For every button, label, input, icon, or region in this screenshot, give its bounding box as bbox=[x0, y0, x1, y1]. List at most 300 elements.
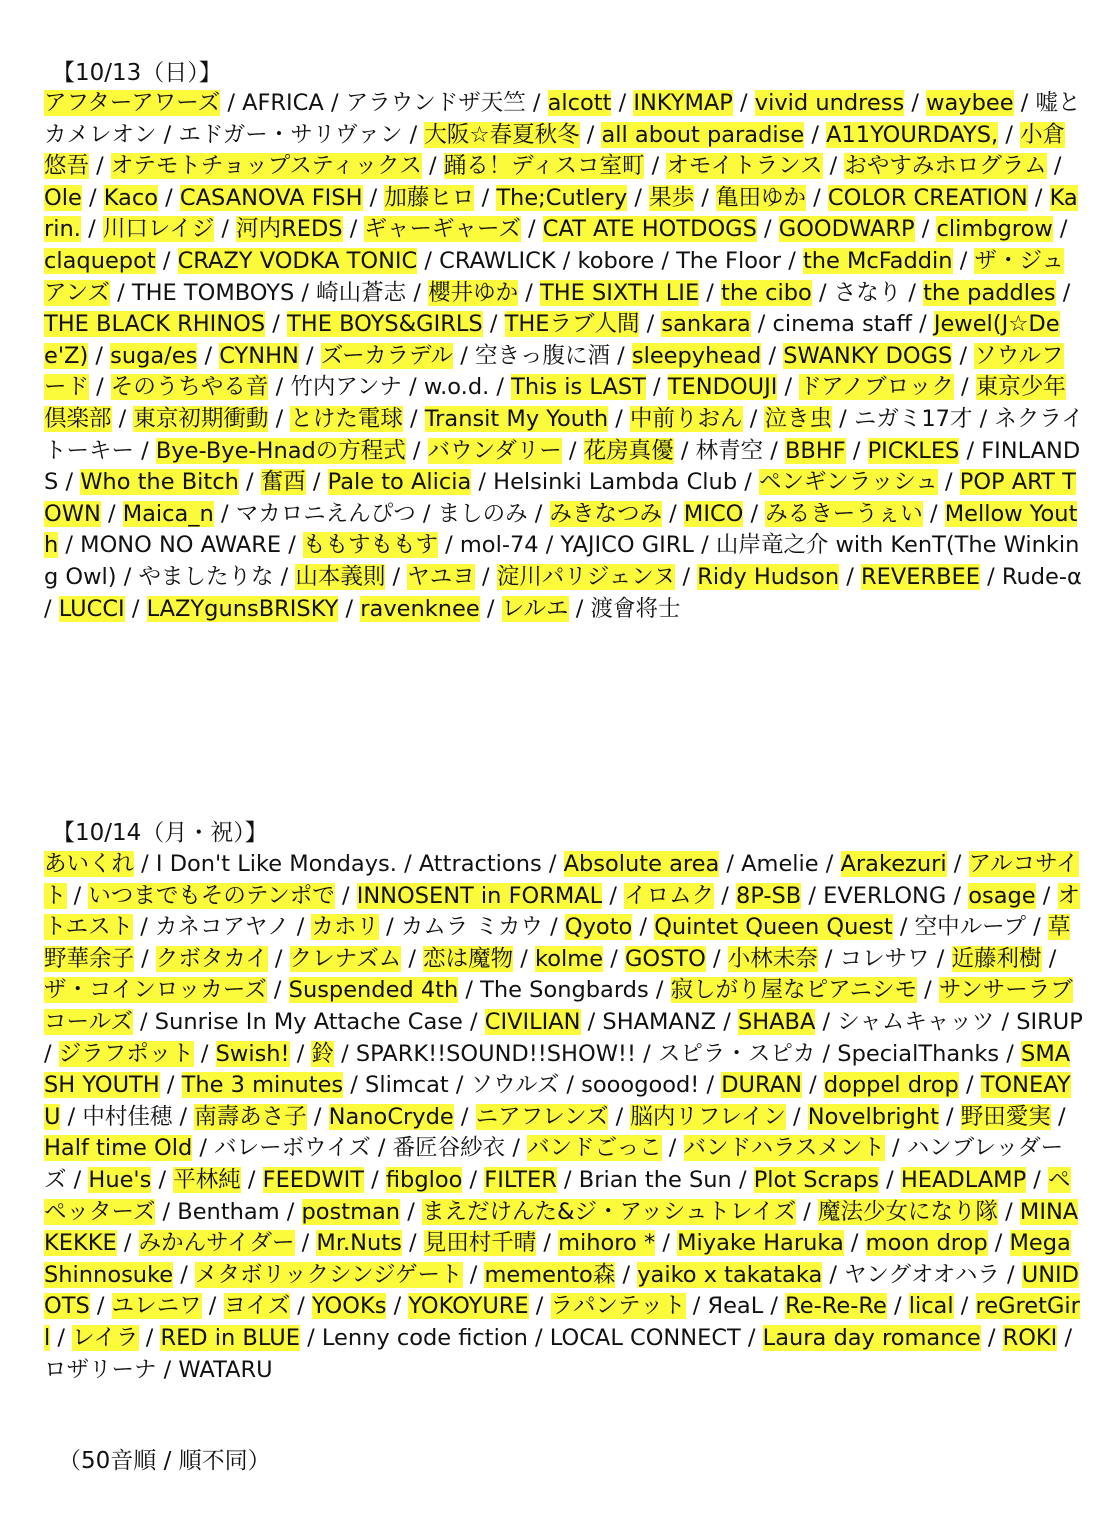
artist-name: いつまでもそのテンポで bbox=[88, 882, 335, 909]
artist-list bbox=[44, 849, 1084, 1386]
artist-name: Bentham bbox=[177, 1198, 280, 1225]
artist-name: EVERLONG bbox=[823, 882, 947, 909]
artist-name: オテモトチョップスティックス bbox=[110, 153, 422, 180]
artist-name: Slimcat bbox=[365, 1072, 449, 1099]
separator: / bbox=[716, 1008, 738, 1035]
separator: / bbox=[611, 90, 634, 116]
artist-name: the paddles bbox=[923, 279, 1056, 306]
artist-name: kobore bbox=[577, 247, 655, 274]
artist-name: SpecialThanks bbox=[837, 1040, 1000, 1067]
artist-name: THE BLACK RHINOS bbox=[44, 311, 266, 338]
artist-name: The;Cutlery bbox=[496, 184, 628, 211]
separator: / bbox=[273, 563, 296, 590]
artist-name: YOKOYURE bbox=[408, 1293, 529, 1320]
separator: / bbox=[89, 1293, 112, 1320]
separator: / bbox=[998, 1198, 1020, 1225]
separator: / bbox=[111, 405, 134, 432]
separator: / bbox=[405, 437, 428, 464]
separator: / bbox=[1035, 882, 1058, 909]
separator: / bbox=[453, 1103, 476, 1130]
separator: / bbox=[972, 405, 995, 432]
artist-name: vivid undress bbox=[754, 90, 905, 116]
separator: / bbox=[555, 247, 578, 274]
separator: / bbox=[453, 342, 475, 369]
artist-name: fibgloo bbox=[385, 1166, 463, 1193]
artist-name: THE TOMBOYS bbox=[131, 279, 295, 306]
separator: / bbox=[458, 977, 481, 1004]
artist-name: LUCCI bbox=[58, 595, 125, 622]
separator: / bbox=[370, 1135, 393, 1162]
artist-name: ギャーギャーズ bbox=[364, 216, 521, 243]
artist-name: バレーボウイズ bbox=[214, 1135, 371, 1162]
artist-name: バンドハラスメント bbox=[683, 1135, 885, 1162]
separator: / bbox=[946, 851, 969, 877]
artist-name: 泣き虫 bbox=[764, 405, 832, 432]
artist-name: 山岸竜之介 with KenT(The Winking Owl) bbox=[44, 532, 1080, 590]
artist-name: 花房真優 bbox=[583, 437, 674, 464]
separator: / bbox=[362, 184, 385, 211]
artist-name: Miyake Haruka bbox=[677, 1230, 844, 1257]
separator: / bbox=[801, 1072, 824, 1099]
separator: / bbox=[294, 1230, 317, 1257]
separator: / bbox=[804, 121, 827, 148]
separator: / bbox=[462, 1166, 485, 1193]
separator: / bbox=[89, 374, 111, 401]
artist-name: レルエ bbox=[501, 595, 569, 622]
artist-name: Plot Scraps bbox=[753, 1166, 879, 1193]
separator: / bbox=[192, 1135, 215, 1162]
separator: / bbox=[929, 945, 952, 972]
artist-name: Mellow Youth bbox=[44, 500, 1078, 559]
separator: / bbox=[994, 1008, 1017, 1035]
artist-name: エドガー・サリヴァン bbox=[178, 121, 403, 148]
separator: / bbox=[396, 851, 419, 877]
separator: / bbox=[415, 500, 438, 527]
separator: / bbox=[632, 914, 655, 941]
separator: / bbox=[673, 437, 696, 464]
separator: / bbox=[155, 1198, 178, 1225]
separator: / bbox=[266, 977, 289, 1004]
day-1-heading: 【10/13（日）】 bbox=[52, 60, 222, 86]
separator: / bbox=[133, 914, 155, 941]
artist-name: Helsinki Lambda Club bbox=[493, 469, 738, 496]
artist-name: ラパンテット bbox=[550, 1293, 686, 1320]
separator: / bbox=[1013, 90, 1036, 116]
artist-name: 中前りおん bbox=[630, 405, 743, 432]
separator: / bbox=[878, 1166, 901, 1193]
artist-name: Bye-Bye-Hnadの方程式 bbox=[155, 437, 406, 464]
artist-name: ユレニワ bbox=[111, 1293, 202, 1320]
separator: / bbox=[417, 247, 440, 274]
artist-name: Sunrise In My Attache Case bbox=[154, 1008, 463, 1035]
artist-name: the McFaddin bbox=[802, 247, 953, 274]
separator: / bbox=[1050, 1103, 1066, 1130]
separator: / bbox=[172, 1103, 195, 1130]
separator: / bbox=[240, 1166, 263, 1193]
artist-name: 野田愛実 bbox=[960, 1103, 1051, 1130]
artist-name: カムラ ミカウ bbox=[400, 914, 544, 941]
separator: / bbox=[845, 437, 868, 464]
separator: / bbox=[645, 374, 668, 401]
artist-name: CYNHN bbox=[219, 342, 299, 369]
separator: / bbox=[627, 184, 650, 211]
artist-name: postman bbox=[301, 1198, 401, 1225]
separator: / bbox=[922, 500, 945, 527]
artist-name: コレサワ bbox=[839, 945, 930, 972]
artist-name: mol-74 bbox=[459, 532, 539, 559]
separator: / bbox=[528, 1293, 551, 1320]
artist-name: FILTER bbox=[484, 1166, 557, 1193]
separator: / bbox=[1057, 1324, 1073, 1351]
separator: / bbox=[892, 914, 915, 941]
artist-name: シャムキャッツ bbox=[837, 1008, 995, 1035]
separator: / bbox=[886, 1293, 909, 1320]
artist-name: ジラフポット bbox=[58, 1040, 194, 1067]
artist-name: sankara bbox=[661, 311, 751, 338]
separator: / bbox=[299, 1324, 322, 1351]
separator: / bbox=[134, 437, 156, 464]
separator: / bbox=[134, 945, 156, 972]
separator: / bbox=[538, 532, 561, 559]
artist-name: ザ・ジュアンズ bbox=[44, 247, 1064, 306]
artist-name: THEラブ人間 bbox=[504, 311, 640, 338]
artist-name: イロムク bbox=[624, 882, 715, 909]
artist-name: Karin. bbox=[44, 184, 1078, 243]
artist-name: SWANKY DOGS bbox=[783, 342, 953, 369]
artist-name: 竹内アンナ bbox=[290, 374, 402, 401]
artist-name: ズーカラデル bbox=[320, 342, 454, 369]
separator: / bbox=[761, 342, 784, 369]
artist-name: SPARK!!SOUND!!SHOW!! bbox=[355, 1040, 636, 1067]
separator: / bbox=[298, 342, 321, 369]
artist-name: 恋は魔物 bbox=[423, 945, 514, 972]
artist-name: LOCAL CONNECT bbox=[549, 1324, 741, 1351]
artist-name: 河内REDS bbox=[236, 216, 343, 243]
artist-name: CRAZY VODKA TONIC bbox=[177, 247, 418, 274]
artist-name: REVERBEE bbox=[860, 563, 980, 590]
artist-name: 南壽あさ子 bbox=[194, 1103, 307, 1130]
artist-name: ニアフレンズ bbox=[475, 1103, 609, 1130]
artist-name: 加藤ヒロ bbox=[384, 184, 475, 211]
artist-name: ravenknee bbox=[360, 595, 480, 622]
separator: / bbox=[806, 184, 828, 211]
artist-name: 寂しがり屋なピアニシモ bbox=[670, 977, 917, 1004]
artist-name: 魔法少女になり隊 bbox=[818, 1198, 999, 1225]
artist-name: Attractions bbox=[418, 851, 542, 877]
separator: / bbox=[938, 1103, 961, 1130]
artist-name: TENDOUJI bbox=[667, 374, 778, 401]
artist-name: doppel drop bbox=[823, 1072, 959, 1099]
artist-name: オモイトランス bbox=[666, 153, 823, 180]
separator: / bbox=[505, 1135, 528, 1162]
artist-name: Ridy Hudson bbox=[697, 563, 840, 590]
day-1-lineup bbox=[44, 88, 1084, 625]
artist-name: Who the Bitch bbox=[80, 469, 239, 496]
separator: / bbox=[58, 469, 81, 496]
separator: / bbox=[831, 405, 854, 432]
artist-name: ペペッターズ bbox=[44, 1166, 1071, 1225]
separator: / bbox=[474, 563, 497, 590]
separator: / bbox=[536, 1230, 559, 1257]
separator: / bbox=[60, 1103, 83, 1130]
artist-name: CASANOVA FISH bbox=[179, 184, 363, 211]
artist-name: 東京少年倶楽部 bbox=[44, 374, 1066, 432]
artist-name: そのうちやる音 bbox=[110, 374, 269, 401]
separator: / bbox=[916, 977, 939, 1004]
artist-name: ペンギンラッシュ bbox=[759, 469, 938, 496]
artist-name: とけた電球 bbox=[290, 405, 403, 432]
artist-name: FEEDWIT bbox=[262, 1166, 364, 1193]
artist-name: ソウルズ bbox=[470, 1072, 560, 1099]
separator: / bbox=[158, 184, 180, 211]
artist-name: SIRUP bbox=[1016, 1008, 1083, 1035]
separator: / bbox=[471, 469, 494, 496]
artist-list bbox=[44, 88, 1084, 625]
separator: / bbox=[363, 1166, 386, 1193]
separator: / bbox=[281, 532, 303, 559]
artist-name: 奮酉 bbox=[260, 469, 306, 496]
separator: / bbox=[306, 1103, 329, 1130]
artist-name: オトエスト bbox=[44, 882, 1081, 941]
artist-name: 番匠谷紗衣 bbox=[392, 1135, 506, 1162]
separator: / bbox=[462, 1008, 485, 1035]
separator: / bbox=[520, 216, 543, 243]
artist-name: スピラ・スピカ bbox=[657, 1040, 816, 1067]
separator: / bbox=[998, 121, 1021, 148]
artist-name: 川口レイジ bbox=[102, 216, 215, 243]
artist-name: THE SIXTH LIE bbox=[539, 279, 700, 306]
artist-name: AFRICA bbox=[242, 90, 324, 116]
artist-name: Half time Old bbox=[44, 1135, 193, 1162]
artist-name: COLOR CREATION bbox=[827, 184, 1028, 211]
artist-name: マカロニえんぴつ bbox=[235, 500, 416, 527]
artist-name: the cibo bbox=[721, 279, 812, 306]
separator: / bbox=[406, 279, 429, 306]
separator: / bbox=[338, 595, 361, 622]
artist-name: ヨイズ bbox=[223, 1293, 291, 1320]
artist-name: Absolute area bbox=[563, 851, 720, 877]
separator: / bbox=[132, 1008, 155, 1035]
artist-name: moon drop bbox=[865, 1230, 988, 1257]
separator: / bbox=[959, 437, 982, 464]
artist-name: 空きっ腹に酒 bbox=[474, 342, 610, 369]
artist-name: GOODWARP bbox=[778, 216, 915, 243]
artist-name: Novelbright bbox=[807, 1103, 939, 1130]
separator: / bbox=[279, 1198, 302, 1225]
separator: / bbox=[815, 1040, 838, 1067]
separator: / bbox=[693, 532, 716, 559]
artist-name: SMASH YOUTH bbox=[44, 1040, 1071, 1099]
artist-name: 櫻井ゆか bbox=[428, 279, 519, 306]
artist-name: 平林純 bbox=[173, 1166, 241, 1193]
artist-name: アルコサイト bbox=[44, 851, 1079, 909]
artist-name: カホリ bbox=[311, 914, 379, 941]
artist-name: Suspended 4th bbox=[288, 977, 459, 1004]
separator: / bbox=[714, 882, 737, 909]
separator: / bbox=[661, 1135, 684, 1162]
separator: / bbox=[1027, 184, 1050, 211]
separator: / bbox=[602, 882, 625, 909]
artist-name: おやすみホログラム bbox=[844, 153, 1047, 180]
day-2-heading: 【10/14（月・祝）】 bbox=[52, 820, 268, 846]
artist-name: yaiko x takataka bbox=[637, 1261, 823, 1288]
separator: / bbox=[914, 216, 937, 243]
artist-name: ヤングオオハラ bbox=[844, 1261, 1000, 1288]
separator: / bbox=[777, 374, 800, 401]
separator: / bbox=[138, 1324, 161, 1351]
separator: / bbox=[801, 882, 824, 909]
separator: / bbox=[134, 851, 156, 877]
artist-name: クレナズム bbox=[289, 945, 402, 972]
separator: / bbox=[911, 311, 934, 338]
artist-name: w.o.d. bbox=[423, 374, 490, 401]
separator: / bbox=[839, 563, 861, 590]
separator: / bbox=[655, 1230, 678, 1257]
separator: / bbox=[609, 342, 632, 369]
artist-name: やましたりな bbox=[138, 563, 274, 590]
artist-name: memento森 bbox=[484, 1261, 616, 1288]
separator: / bbox=[644, 153, 667, 180]
artist-name: The Songbards bbox=[480, 977, 649, 1004]
separator: / bbox=[559, 1072, 582, 1099]
separator: / bbox=[979, 563, 1002, 590]
artist-name: ロザリーナ bbox=[44, 1356, 157, 1383]
separator: / bbox=[953, 1293, 976, 1320]
separator: / bbox=[385, 563, 408, 590]
separator: / bbox=[155, 247, 178, 274]
artist-name: 淀川パリジェンヌ bbox=[496, 563, 676, 590]
separator: / bbox=[81, 184, 104, 211]
artist-name: Kaco bbox=[103, 184, 158, 211]
separator: / bbox=[603, 945, 625, 972]
artist-name: ネクライトーキー bbox=[44, 405, 1084, 464]
artist-name: 鈴 bbox=[311, 1040, 334, 1067]
separator: / bbox=[193, 1040, 216, 1067]
artist-name: 林青空 bbox=[695, 437, 764, 464]
artist-name: THE BOYS&GIRLS bbox=[287, 311, 483, 338]
artist-name: The Floor bbox=[676, 247, 782, 274]
separator: / bbox=[400, 1198, 422, 1225]
artist-name: あいくれ bbox=[44, 851, 135, 877]
artist-name: Jewel(J☆Dee'Z) bbox=[44, 311, 1060, 369]
separator: / bbox=[89, 153, 111, 180]
separator: / bbox=[401, 374, 424, 401]
artist-name: all about paradise bbox=[601, 121, 805, 148]
day-2-lineup bbox=[44, 849, 1084, 1386]
separator: / bbox=[50, 1324, 73, 1351]
artist-name: A11YOURDAYS, bbox=[826, 121, 999, 148]
separator: / bbox=[159, 1072, 182, 1099]
separator: / bbox=[173, 1261, 196, 1288]
separator: / bbox=[238, 469, 261, 496]
separator: / bbox=[151, 1166, 174, 1193]
separator: / bbox=[268, 374, 291, 401]
separator: / bbox=[543, 914, 565, 941]
artist-name: WATARU bbox=[178, 1356, 273, 1383]
separator: / bbox=[438, 532, 460, 559]
artist-name: Qyoto bbox=[564, 914, 633, 941]
separator: / bbox=[80, 216, 103, 243]
artist-name: waybee bbox=[926, 90, 1014, 116]
artist-name: アラウンドザ天竺 bbox=[345, 90, 526, 116]
separator: / bbox=[785, 1103, 808, 1130]
separator: / bbox=[1055, 279, 1071, 306]
artist-name: SHABA bbox=[737, 1008, 816, 1035]
artist-name: TONEAYU bbox=[44, 1072, 1071, 1130]
separator: / bbox=[556, 1166, 579, 1193]
artist-name: みるきーうぇい bbox=[765, 500, 923, 527]
separator: / bbox=[561, 437, 584, 464]
separator: / bbox=[527, 1324, 550, 1351]
separator: / bbox=[66, 1166, 89, 1193]
separator: / bbox=[268, 405, 291, 432]
separator: / bbox=[732, 90, 755, 116]
separator: / bbox=[527, 500, 550, 527]
artist-name: クボタカイ bbox=[155, 945, 268, 972]
separator: / bbox=[402, 121, 425, 148]
artist-name: cinema staff bbox=[772, 311, 912, 338]
artist-name: HEADLAMP bbox=[900, 1166, 1027, 1193]
artist-name: ニガミ17才 bbox=[853, 405, 973, 432]
separator: / bbox=[1026, 914, 1048, 941]
artist-name: The 3 minutes bbox=[181, 1072, 344, 1099]
separator: / bbox=[608, 1103, 631, 1130]
separator: / bbox=[817, 945, 840, 972]
artist-name: みかんサイダー bbox=[138, 1230, 295, 1257]
artist-name: alcott bbox=[547, 90, 612, 116]
separator: / bbox=[999, 1261, 1022, 1288]
separator: / bbox=[822, 1261, 845, 1288]
separator: / bbox=[639, 311, 662, 338]
separator: / bbox=[289, 1040, 312, 1067]
separator: / bbox=[88, 342, 111, 369]
artist-name: mihoro * bbox=[558, 1230, 656, 1257]
separator: / bbox=[1041, 945, 1057, 972]
artist-name: 山本義則 bbox=[295, 563, 386, 590]
artist-name: ヤユヨ bbox=[407, 563, 475, 590]
artist-name: ももすももす bbox=[302, 532, 438, 559]
separator: / bbox=[818, 851, 841, 877]
artist-name: 小倉悠吾 bbox=[44, 121, 1066, 180]
artist-name: Swish! bbox=[215, 1040, 290, 1067]
separator: / bbox=[386, 1293, 409, 1320]
separator: / bbox=[742, 405, 765, 432]
separator: / bbox=[294, 279, 317, 306]
artist-name: メタボリックシンジゲート bbox=[195, 1261, 463, 1288]
separator: / bbox=[958, 1072, 981, 1099]
separator: / bbox=[334, 1040, 356, 1067]
artist-name: ましのみ bbox=[437, 500, 528, 527]
artist-name: CRAWLICK bbox=[439, 247, 556, 274]
separator: / bbox=[401, 1230, 424, 1257]
artist-name: 近藤利樹 bbox=[951, 945, 1042, 972]
separator: / bbox=[334, 882, 357, 909]
separator: / bbox=[615, 1261, 638, 1288]
artist-name: SHAMANZ bbox=[602, 1008, 717, 1035]
separator: / bbox=[1052, 216, 1068, 243]
artist-name: 見田村千晴 bbox=[423, 1230, 537, 1257]
artist-name: 中村佳穂 bbox=[82, 1103, 173, 1130]
artist-name: Lenny code fiction bbox=[321, 1324, 528, 1351]
artist-name: NanoCryde bbox=[328, 1103, 454, 1130]
separator: / bbox=[109, 279, 132, 306]
separator: / bbox=[1026, 1166, 1049, 1193]
separator: / bbox=[750, 311, 773, 338]
artist-name: Re-Re-Re bbox=[785, 1293, 887, 1320]
artist-name: I Don't Like Mondays. bbox=[155, 851, 397, 877]
artist-name: ハンブレッダーズ bbox=[44, 1135, 1064, 1193]
artist-name: 空中ループ bbox=[914, 914, 1027, 941]
